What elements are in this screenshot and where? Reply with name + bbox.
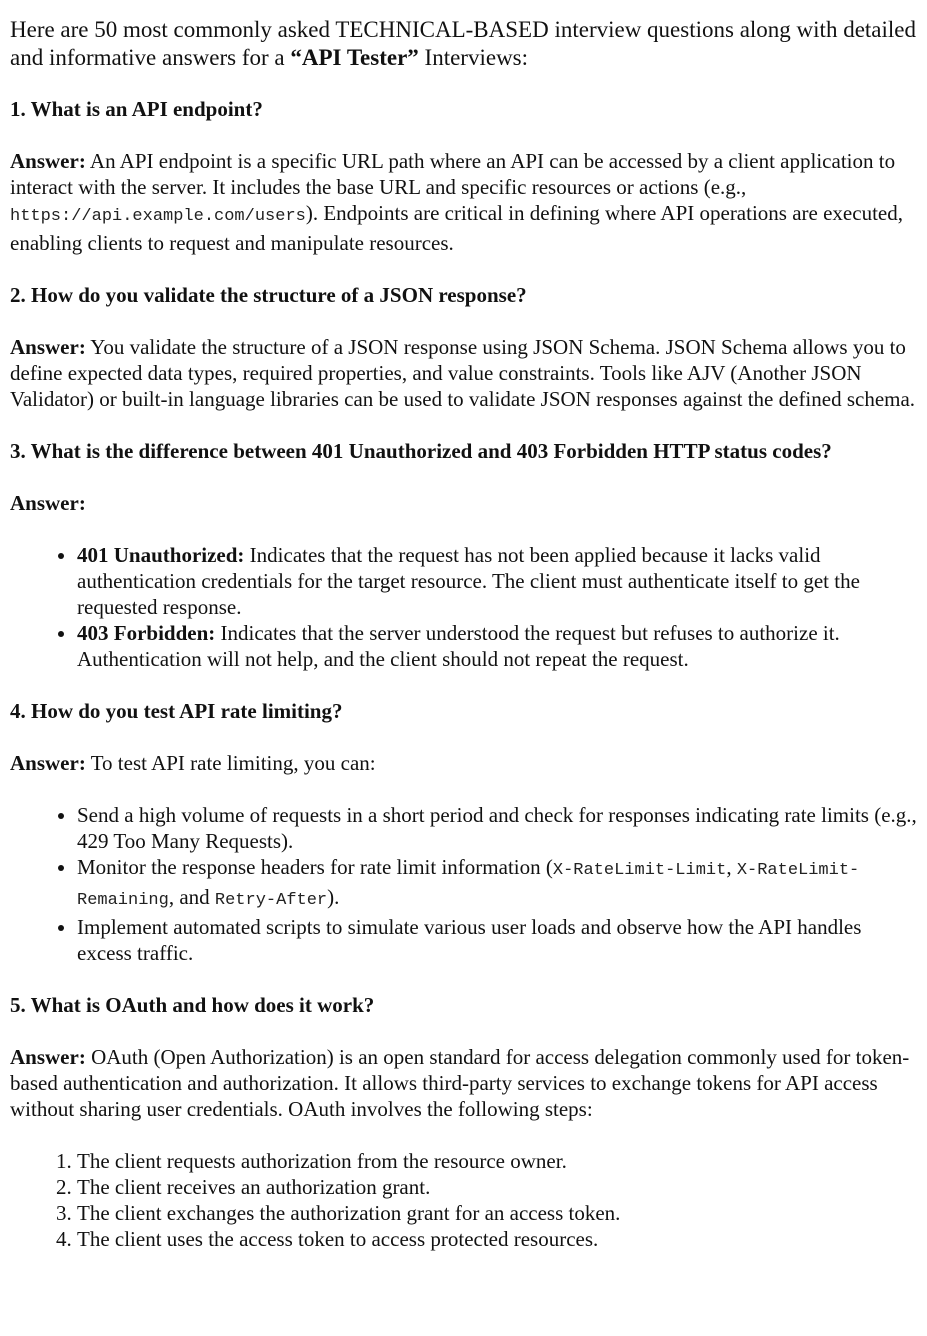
list-item: 4. The client uses the access token to access protected resources. [77, 1226, 917, 1252]
list-item-term: 403 Forbidden: [77, 621, 216, 645]
list-item-text: ). [327, 885, 340, 909]
answer-4 [10, 750, 917, 776]
answer-3 [10, 490, 917, 516]
answer-label: Answer: [10, 1045, 86, 1069]
list-item-text: Indicates that the server understood the request but refuses to authorize it. Authentication will not help, and the client should not repeat the request. [77, 621, 840, 671]
header-code: Retry-After [214, 891, 328, 910]
answer-5 [10, 1044, 917, 1122]
question-3: 3. What is the difference between 401 Unauthorized and 403 Forbidden HTTP status codes? [10, 439, 832, 463]
answer-3-list [10, 542, 917, 672]
list-item-text: , and [168, 885, 215, 909]
intro-role: “API Tester” [290, 45, 419, 70]
question-2: 2. How do you validate the structure of a JSON response? [10, 283, 527, 307]
answer-4-text: To test API rate limiting, you can: [85, 751, 376, 775]
answer-1-text: An API endpoint is a specific URL path where an API can be accessed by a client application to interact with the server. It includes the base URL and specific resources or actions (e.g., [10, 149, 896, 199]
header-code: X-RateLimit-Remaining [77, 861, 860, 910]
answer-label: Answer: [10, 335, 86, 359]
list-item-text: Monitor the response headers for rate limit information ( [77, 855, 553, 879]
answer-5-steps [10, 1148, 917, 1252]
list-item [77, 620, 917, 672]
answer-1-text-end: ). Endpoints are critical in defining where API operations are executed, enabling clients to request and manipulate resources. [10, 201, 903, 255]
question-5: 5. What is OAuth and how does it work? [10, 993, 375, 1017]
list-item: 3. The client exchanges the authorization grant for an access token. [77, 1200, 917, 1226]
answer-label: Answer: [10, 751, 86, 775]
answer-2 [10, 334, 917, 412]
answer-1 [10, 148, 917, 256]
list-item: 2. The client receives an authorization grant. [77, 1174, 917, 1200]
list-item: 1. The client requests authorization from the resource owner. [77, 1148, 917, 1174]
intro-paragraph [10, 16, 917, 72]
intro-suffix: Interviews: [418, 45, 529, 70]
question-1: 1. What is an API endpoint? [10, 97, 263, 121]
answer-5-text: OAuth (Open Authorization) is an open standard for access delegation commonly used for token-based authentication and authorization. It allows third-party services to exchange tokens for API access without sharing user credentials. OAuth involves the following steps: [10, 1045, 910, 1121]
list-item-text: , [726, 855, 737, 879]
header-code: X-RateLimit-Limit [552, 861, 727, 880]
list-item-term: 401 Unauthorized: [77, 543, 245, 567]
answer-4-list [10, 802, 917, 966]
answer-label: Answer: [10, 491, 86, 515]
question-4: 4. How do you test API rate limiting? [10, 699, 343, 723]
answer-2-text: You validate the structure of a JSON response using JSON Schema. JSON Schema allows you to define expected data types, required properties, and value constraints. Tools like AJV (Another JSON Validator) or built-in language libraries can be used to validate JSON responses against the defined schema. [10, 335, 916, 411]
answer-1-code: https://api.example.com/users [10, 207, 306, 226]
list-item: • Send a high volume of requests in a short period and check for responses indicating rate limits (e.g., 429 Too Many Requests). [77, 802, 917, 854]
list-item-text: Indicates that the request has not been applied because it lacks valid authentication credentials for the target resource. The client must authenticate itself to get the requested response. [77, 543, 860, 619]
answer-label: Answer: [10, 149, 86, 173]
list-item: • Implement automated scripts to simulate various user loads and observe how the API handles excess traffic. [77, 914, 917, 966]
list-item [77, 854, 917, 914]
intro-text: Here are 50 most commonly asked TECHNICAL-BASED interview questions along with detailed and informative answers for a [10, 17, 916, 70]
list-item [77, 542, 917, 620]
